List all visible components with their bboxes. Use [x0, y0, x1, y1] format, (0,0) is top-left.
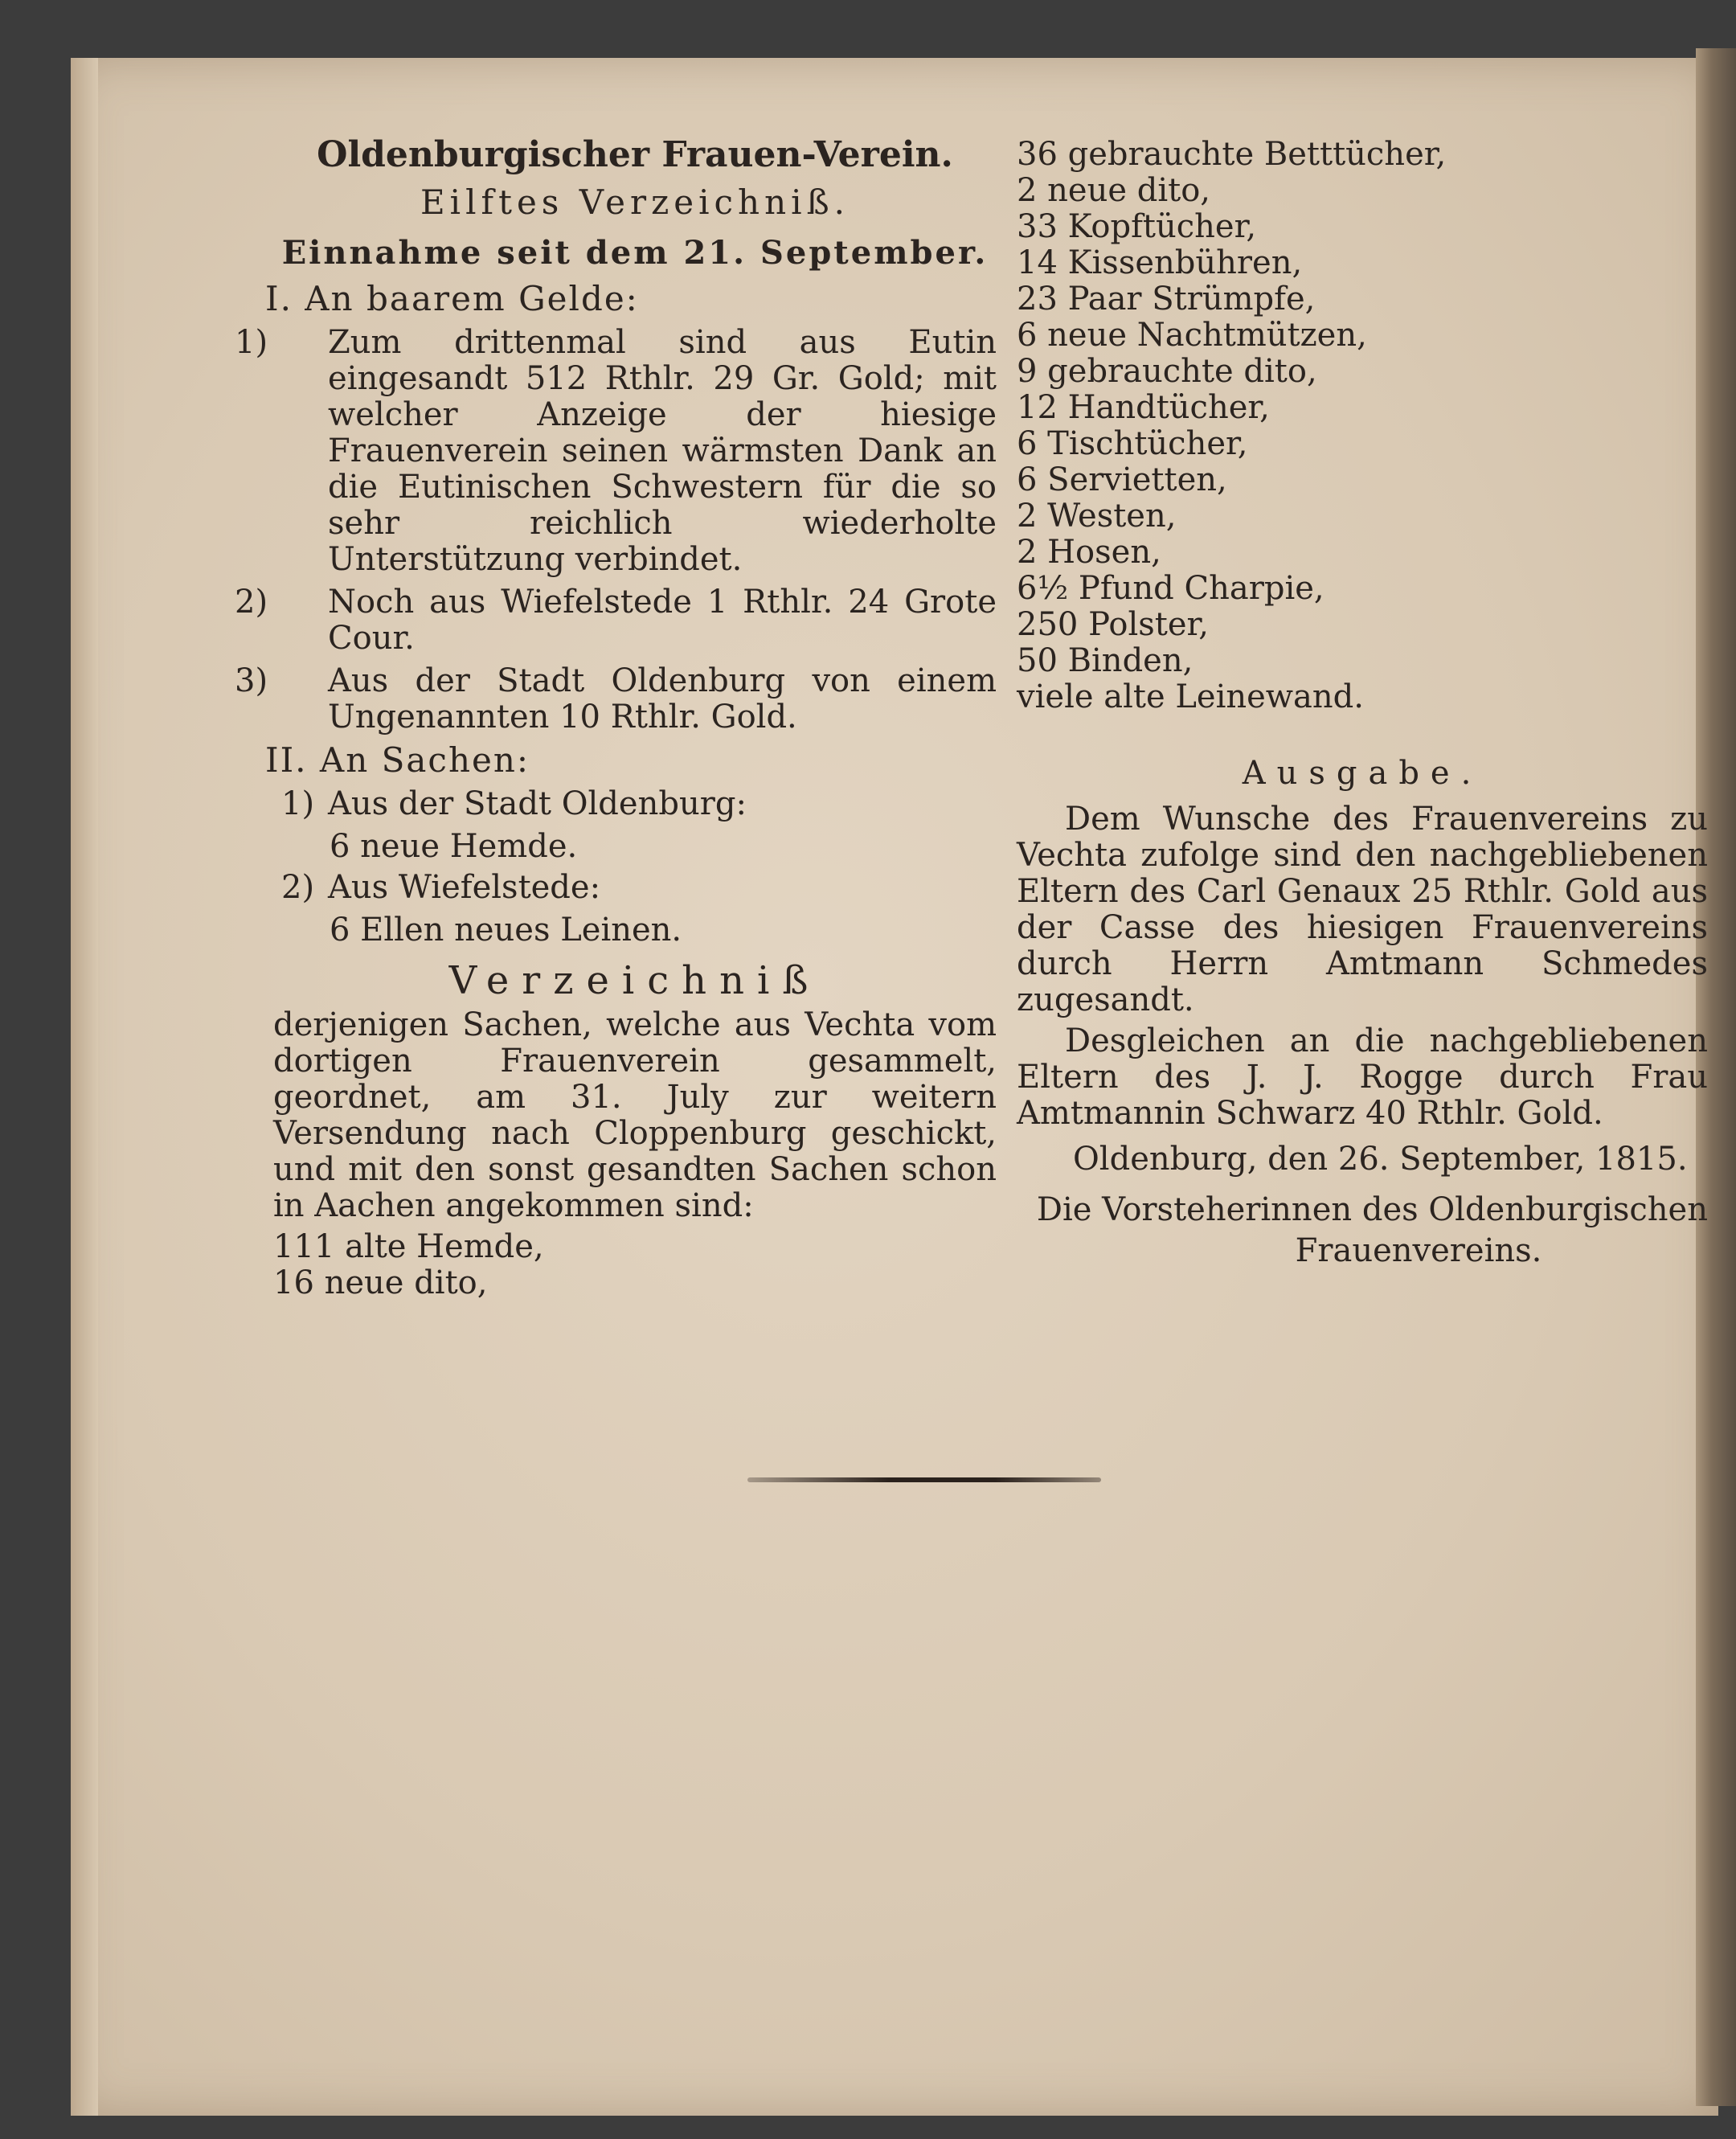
ausgabe-paragraph: Dem Wunsche des Frauenvereins zu Vechta zufolge sind den nachgebliebenen Eltern des Carl Genaux 25 Rthlr. Gold aus der Casse des hiesigen Frauenvereins durch Herrn Amtmann Schmedes zugesandt. — [1017, 801, 1708, 1018]
list-item: 33 Kopftücher, — [1017, 208, 1257, 245]
page-edge — [71, 58, 98, 2116]
left-column — [235, 134, 997, 1301]
list-item: 9 gebrauchte dito, — [1017, 353, 1317, 390]
list-item: 23 Paar Strümpfe, — [1017, 281, 1316, 318]
list-item: 14 Kissenbühren, — [1017, 244, 1303, 281]
item-number: 1) — [235, 324, 268, 361]
item-number: 2) — [281, 869, 315, 906]
ausgabe-heading: Ausgabe. — [1242, 755, 1483, 792]
signature-line: Die Vorsteherinnen des Oldenburgischen — [1036, 1191, 1708, 1228]
list-item: 2 neue dito, — [1017, 172, 1211, 209]
list-item: 6½ Pfund Charpie, — [1017, 570, 1325, 607]
item-number: 3) — [235, 662, 268, 699]
list-item: 2 Hosen, — [1017, 534, 1161, 571]
money-item — [235, 584, 997, 657]
list-item: 250 Polster, — [1017, 606, 1209, 643]
list-item: 12 Handtücher, — [1017, 389, 1270, 426]
goods-item — [281, 786, 997, 822]
signature-line: Frauenvereins. — [1295, 1232, 1542, 1269]
list-item: 111 alte Hemde, — [273, 1228, 544, 1265]
verzeichnis-text: derjenigen Sachen, welche aus Vechta vom dortigen Frauenverein gesammelt, geordnet, am 31. July zur weitern Versendung nach Cloppenburg geschickt, und mit den sonst gesandten Sachen schon in Aachen angekommen sind: — [273, 1006, 997, 1224]
item-text: Aus Wiefelstede: — [328, 869, 601, 906]
list-item: 16 neue dito, — [273, 1264, 488, 1301]
goods-item — [281, 870, 997, 906]
item-text: Aus der Stadt Oldenburg: — [328, 785, 747, 822]
item-text: Noch aus Wiefelstede 1 Rthlr. 24 Grote Cour. — [328, 584, 997, 657]
list-item: viele alte Leinewand. — [1017, 678, 1364, 715]
item-text: Aus der Stadt Oldenburg von einem Ungenannten 10 Rthlr. Gold. — [328, 662, 997, 736]
list-item: 6 neue Nachtmützen, — [1017, 317, 1367, 354]
right-column — [1017, 137, 1708, 1269]
date-line: Oldenburg, den 26. September, 1815. — [1073, 1141, 1688, 1178]
list-item: 2 Westen, — [1017, 498, 1177, 535]
item-text: Zum drittenmal sind aus Eutin eingesandt 512 Rthlr. 29 Gr. Gold; mit welcher Anzeige der hiesige Frauenverein seinen wärmsten Dank an die Eutinischen Schwestern für die so sehr reichlich wiederholte Unterstützung verbindet. — [328, 324, 997, 578]
item-number: 2) — [235, 584, 268, 621]
section-cash-heading: I. An baarem Gelde: — [265, 279, 639, 318]
list-item: 50 Binden, — [1017, 642, 1194, 679]
list-item: 6 Servietten, — [1017, 461, 1227, 498]
page-title: Oldenburgischer Frauen-Verein. — [317, 134, 953, 175]
section-goods-heading: II. An Sachen: — [265, 740, 530, 780]
income-heading: Einnahme seit dem 21. September. — [281, 234, 989, 272]
ausgabe-paragraph: Desgleichen an die nachgebliebenen Eltern des J. J. Rogge durch Frau Amtmannin Schwarz 40 Rthlr. Gold. — [1017, 1022, 1708, 1132]
page-subtitle: Eilftes Verzeichniß. — [420, 182, 850, 222]
list-item: 36 gebrauchte Betttücher, — [1017, 136, 1447, 173]
item-number: 1) — [281, 785, 315, 822]
horizontal-rule — [747, 1477, 1101, 1482]
verzeichnis-heading: Verzeichniß — [448, 958, 821, 1003]
money-item — [235, 662, 997, 736]
goods-detail: 6 Ellen neues Leinen. — [330, 912, 682, 949]
list-item: 6 Tischtücher, — [1017, 425, 1248, 462]
goods-detail: 6 neue Hemde. — [330, 828, 578, 865]
money-item — [235, 324, 997, 578]
